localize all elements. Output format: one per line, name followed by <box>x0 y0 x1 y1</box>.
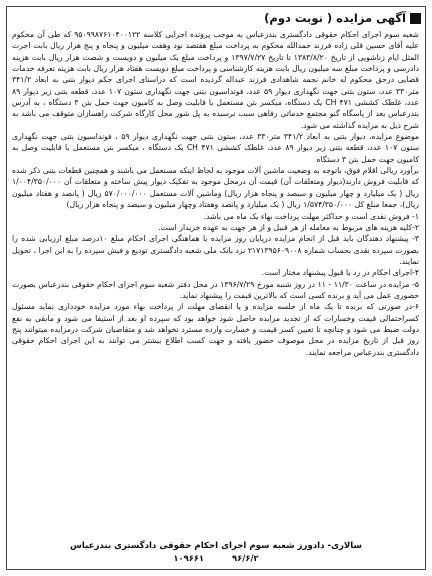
condition-5: ۵- مزایده در ساعت ۱۱/۳۰ - ۱۱ در روز شنبه مورخ ۱۳۹۶/۷/۲۹ در محل دفتر شعبه سوم اجرای احکام حقوقی بندرعباس بصورت حضوری عمل می آید و برنده کسی است که بالاترین قیمت را پیشنهاد نماید. <box>12 279 419 300</box>
notice-date: ۹۶/۶/۲ <box>232 553 259 563</box>
notice-number: ۱۰۹۶۶۱ <box>173 553 205 563</box>
square-bullet-icon <box>410 13 421 24</box>
intro-paragraph: شعبه سوم اجرای احکام حقوقی دادگستری بندرعباس به موجب پرونده اجرایی کلاسه ۹۵۰۹۹۸۷۶۱۰۴۰۰۱۲۲ که طی آن محکوم علیه آقای حسین قلی زاده فرزند حمدالله محکوم به پرداخت مبلغ هفتصد نود وهفت میلیون و پنجاه و پنج هزار ریال بابت اجرت المثل ایام زناشویی از تاریخ ۱۳۸۳/۸/۲۰ تا تاریخ ۱۳۹۷/۷/۲۷ و پرداخت مبلغ یک میلیون و دویست و شصت هزار ریال بابت هزینه دادرسی و پرداخت مبلغ سه میلیون ریال بابت هزینه کارشناسی و پرداخت مبلغ دویست هفتاد هزار ریال بابت هزینه تعرفه خدمات قضایی درحق محکوم له خانم نجمه شاهدادی فرزند عبداله گردیده است که دراستای اجرای حکم دیوار بتنی به ابعاد ۳۴۱/۲ متر۳۳۰ عدد، ستون بتنی جهت نگهداری دیوار ۵۹ عدد، فونداسیون بتنی جهت نگهداری ستون ۱۰۷ عدد، قطعه بتنی زیر دیوار ۸۹ عدد، غلطک کششی ۴۷۱ CH یک دستگاه، میکسر بتن مستعمل با قابلیت وصل به کامیون جهت حمل بتن ۳ دستگاه ، به آدرس بندرعباس بعد از پاسگاه گنو مجتمع خدماتی رفاهی سبب نرسیده به پل شور محل کارگاه شرکت راهسازان متوقف می باشد به شرح ذیل به مزایده گذاشته می شود. <box>12 30 420 130</box>
valuation-paragraph: برآورد ریالی اقلام فوق، باتوجه به وضعیت ماشین آلات موجود به لحاظ اینکه مستعمل می باشند و همچنین قطعات بتنی ذکر شده که قابلیت فروش دارند(دیوار ومتعلقات آن) قیمت آن درمحل موجود به تفکیک دیوار پیش ساخته و متعلقات آن ۱/۰۰۴/۳۵۰/۰۰۰ ریال ( یک میلیارد و چهار میلیون و سیصد و پنجاه هزار ریال) وماشین آلات مستعمل ۵۷۰/۰۰۰/۰۰۰ ریال ( پانصد و هفتاد میلیون ریال)، جمعا مبلغ کل ۱/۵۷۴/۳۵۰/۰۰۰ ریال ( یک میلیارد و پانصد وهفتاد وچهار میلیون و سیصد و پنجاه هزار ریال) <box>12 166 419 210</box>
condition-3: ۳- پیشنهاد دهندگان باید قبل از انجام مزایده درپایان روز مزایده با هماهنگی اجرای احکام مبلغ ۱۰درصد مبلغ ارزیابی شده را بصورت سپرده نقدی بحساب شماره ۲۱۷۱۳۹۵۶۰۹۰۰۸ نزد بانک ملی شعبه دادگستری تودیع و فیش سپرده را به این اجرا ، تحویل نمایند. <box>12 234 419 266</box>
condition-1: ۱- فروش نقدی است و حداکثر مهلت پرداخت بهاء یک ماه می باشد. <box>203 211 419 221</box>
condition-2: ۲-کلیه هزینه های مربوط به معامله از هر قبیل و از هر جهت به عهده خریدار است. <box>158 222 419 232</box>
auction-notice <box>6 6 426 570</box>
notice-footer <box>7 540 425 564</box>
notice-title: آگهی مزایده ( نوبت دوم) <box>264 11 406 25</box>
notice-body <box>12 29 419 358</box>
condition-6: ۶-در صورتی که برنده تا یک ماه از جلسه مزایده و یا انقضای مهلت از پرداخت بهاء مورد مزایده خودداری نماید مسئول کسراحتمالی قیمت وخسارات که از تجدید مزایده حاصل شود خواهد بود که سپرده او بعد از استیفا می شود و مابقی به نفع دولت ضبط می شود و چنانچه تا تعیین کسر قیمت و خسارت وارده مسترد نخواهد شد و متقاضیان شرکت درمزایده میتوانند پنج روز قبل از تاریخ مزایده در محل موصوف حضور یافته و جهت کسب اطلاع بیشتر می توانند به این اجرای احکام حقوقی دادگستری بندرعباس مراجعه نمایند. <box>12 302 419 357</box>
condition-4: ۴-اجرای احکام در رد یا قبول پیشنهاد مختار است. <box>261 268 419 278</box>
footer-codes <box>7 552 425 564</box>
notice-header <box>264 9 421 27</box>
signature-line: سالاری- دادورز شعبه سوم اجرای احکام حقوقی دادگستری بندرعباس <box>70 541 362 551</box>
subject-paragraph: موضوع مزایده، دیوار بتنی به ابعاد ۳۴۱/۲ متر۳۳۰ عدد، ستون بتنی جهت نگهداری دیوار ۵۹ ، فونداسیون بتنی جهت نگهداری ستون ۱۰۷ عدد، قطعه بتنی زیر دیوار ۸۹ عدد، غلطک کششی ۴۷۱ CH یک دستگاه ، میکسر بتن مستعمل با قابلیت وصل به کامیون جهت حمل بتن ۳ دستگاه <box>12 132 420 164</box>
